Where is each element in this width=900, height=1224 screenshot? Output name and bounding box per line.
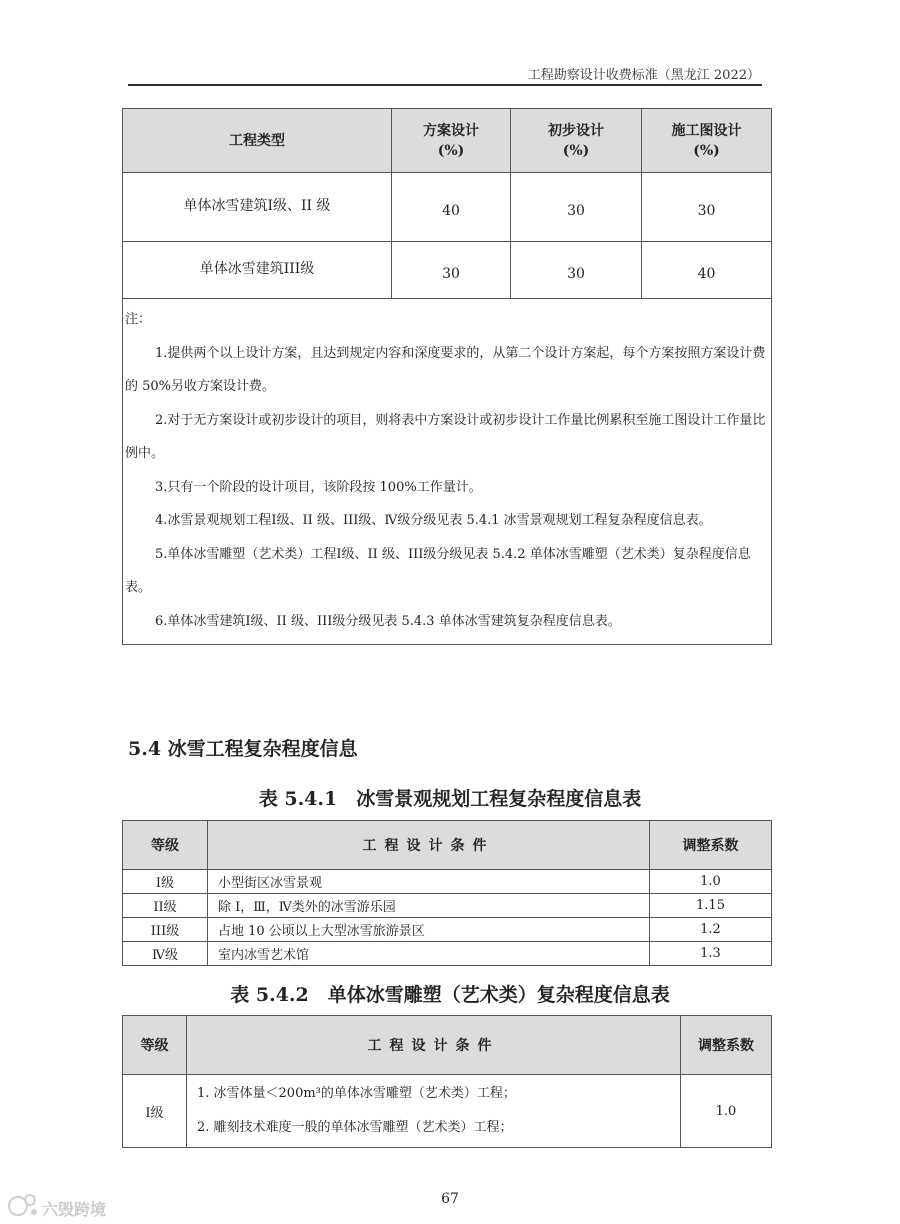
table-row: [123, 942, 772, 966]
row-type: 单体冰雪建筑Ⅰ级、II 级: [123, 173, 392, 242]
coefficient-cell: 1.3: [650, 942, 772, 966]
condition-line: 2. 雕刻技术难度一般的单体冰雪雕塑（艺术类）工程；: [197, 1120, 513, 1135]
condition-cell: 除 Ⅰ，Ⅲ，Ⅳ类外的冰雪游乐园: [208, 894, 650, 918]
table-header-row: [123, 1016, 772, 1075]
condition-cell: [187, 1075, 681, 1148]
row-value: 30: [642, 173, 772, 242]
note-item: 5.单体冰雪雕塑（艺术类）工程Ⅰ级、II 级、III级分级见表 5.4.2 单体冰雪雕塑（艺术类）复杂程度信息表。: [125, 546, 751, 595]
watermark-text: 六毁跨境: [42, 1200, 107, 1219]
notes-label: 注：: [125, 312, 152, 327]
level-cell: Ⅰ级: [123, 870, 208, 894]
sculpture-complexity-table: [122, 1015, 772, 1148]
condition-line: 1. 冰雪体量＜200m³的单体冰雪雕塑（艺术类）工程；: [197, 1086, 516, 1101]
watermark-logo-icon: [6, 1190, 40, 1220]
page-number: 67: [441, 1191, 459, 1207]
condition-cell: 室内冰雪艺术馆: [208, 942, 650, 966]
section-title: 5.4 冰雪工程复杂程度信息: [128, 738, 358, 760]
header-level: 等级: [123, 821, 208, 870]
header-construction-design: 施工图设计 (%): [642, 109, 772, 173]
header-conditions: 工程设计条件: [208, 821, 650, 870]
notes-cell: [123, 299, 772, 645]
table-row: [123, 242, 772, 299]
coefficient-cell: 1.2: [650, 918, 772, 942]
coefficient-cell: 1.0: [650, 870, 772, 894]
row-value: 30: [511, 173, 642, 242]
landscape-complexity-table: [122, 820, 772, 966]
row-value: 40: [392, 173, 511, 242]
table-header-row: [123, 109, 772, 173]
row-value: 40: [642, 242, 772, 299]
table-caption-5-4-1: 表 5.4.1 冰雪景观规划工程复杂程度信息表: [258, 788, 642, 810]
running-header: 工程勘察设计收费标准（黑龙江 2022）: [527, 68, 760, 83]
table-row: [123, 173, 772, 242]
note-item: 4.冰雪景观规划工程Ⅰ级、II 级、III级、Ⅳ级分级见表 5.4.1 冰雪景观规划工程复杂程度信息表。: [155, 513, 712, 528]
header-level: 等级: [123, 1016, 187, 1075]
table-row: [123, 894, 772, 918]
header-coefficient: 调整系数: [650, 821, 772, 870]
header-rule: [128, 84, 762, 86]
row-value: 30: [511, 242, 642, 299]
condition-cell: 占地 10 公顷以上大型冰雪旅游景区: [208, 918, 650, 942]
header-conditions: 工程设计条件: [187, 1016, 681, 1075]
level-cell: III级: [123, 918, 208, 942]
row-value: 30: [392, 242, 511, 299]
header-coefficient: 调整系数: [681, 1016, 772, 1075]
level-cell: Ⅰ级: [123, 1075, 187, 1148]
row-type: 单体冰雪建筑III级: [123, 242, 392, 299]
table-row: [123, 1075, 772, 1148]
design-stage-ratio-table: [122, 108, 772, 645]
table-caption-5-4-2: 表 5.4.2 单体冰雪雕塑（艺术类）复杂程度信息表: [230, 984, 670, 1006]
table-row: [123, 918, 772, 942]
table-row: [123, 870, 772, 894]
level-cell: II级: [123, 894, 208, 918]
header-preliminary-design: 初步设计 (%): [511, 109, 642, 173]
notes-row: [123, 299, 772, 645]
table-header-row: [123, 821, 772, 870]
header-project-type: 工程类型: [123, 109, 392, 173]
coefficient-cell: 1.15: [650, 894, 772, 918]
watermark: [6, 1190, 126, 1220]
header-scheme-design: 方案设计 (%): [392, 109, 511, 173]
note-item: 3.只有一个阶段的设计项目，该阶段按 100%工作量计。: [155, 479, 482, 495]
note-item: 1.提供两个以上设计方案，且达到规定内容和深度要求的，从第二个设计方案起，每个方案按照方案设计费的 50%另收方案设计费。: [125, 345, 766, 394]
condition-cell: 小型街区冰雪景观: [208, 870, 650, 894]
coefficient-cell: 1.0: [681, 1075, 772, 1148]
level-cell: Ⅳ级: [123, 942, 208, 966]
note-item: 6.单体冰雪建筑Ⅰ级、II 级、III级分级见表 5.4.3 单体冰雪建筑复杂程度信息表。: [155, 613, 621, 629]
note-item: 2.对于无方案设计或初步设计的项目，则将表中方案设计或初步设计工作量比例累积至施工图设计工作量比例中。: [125, 412, 766, 461]
